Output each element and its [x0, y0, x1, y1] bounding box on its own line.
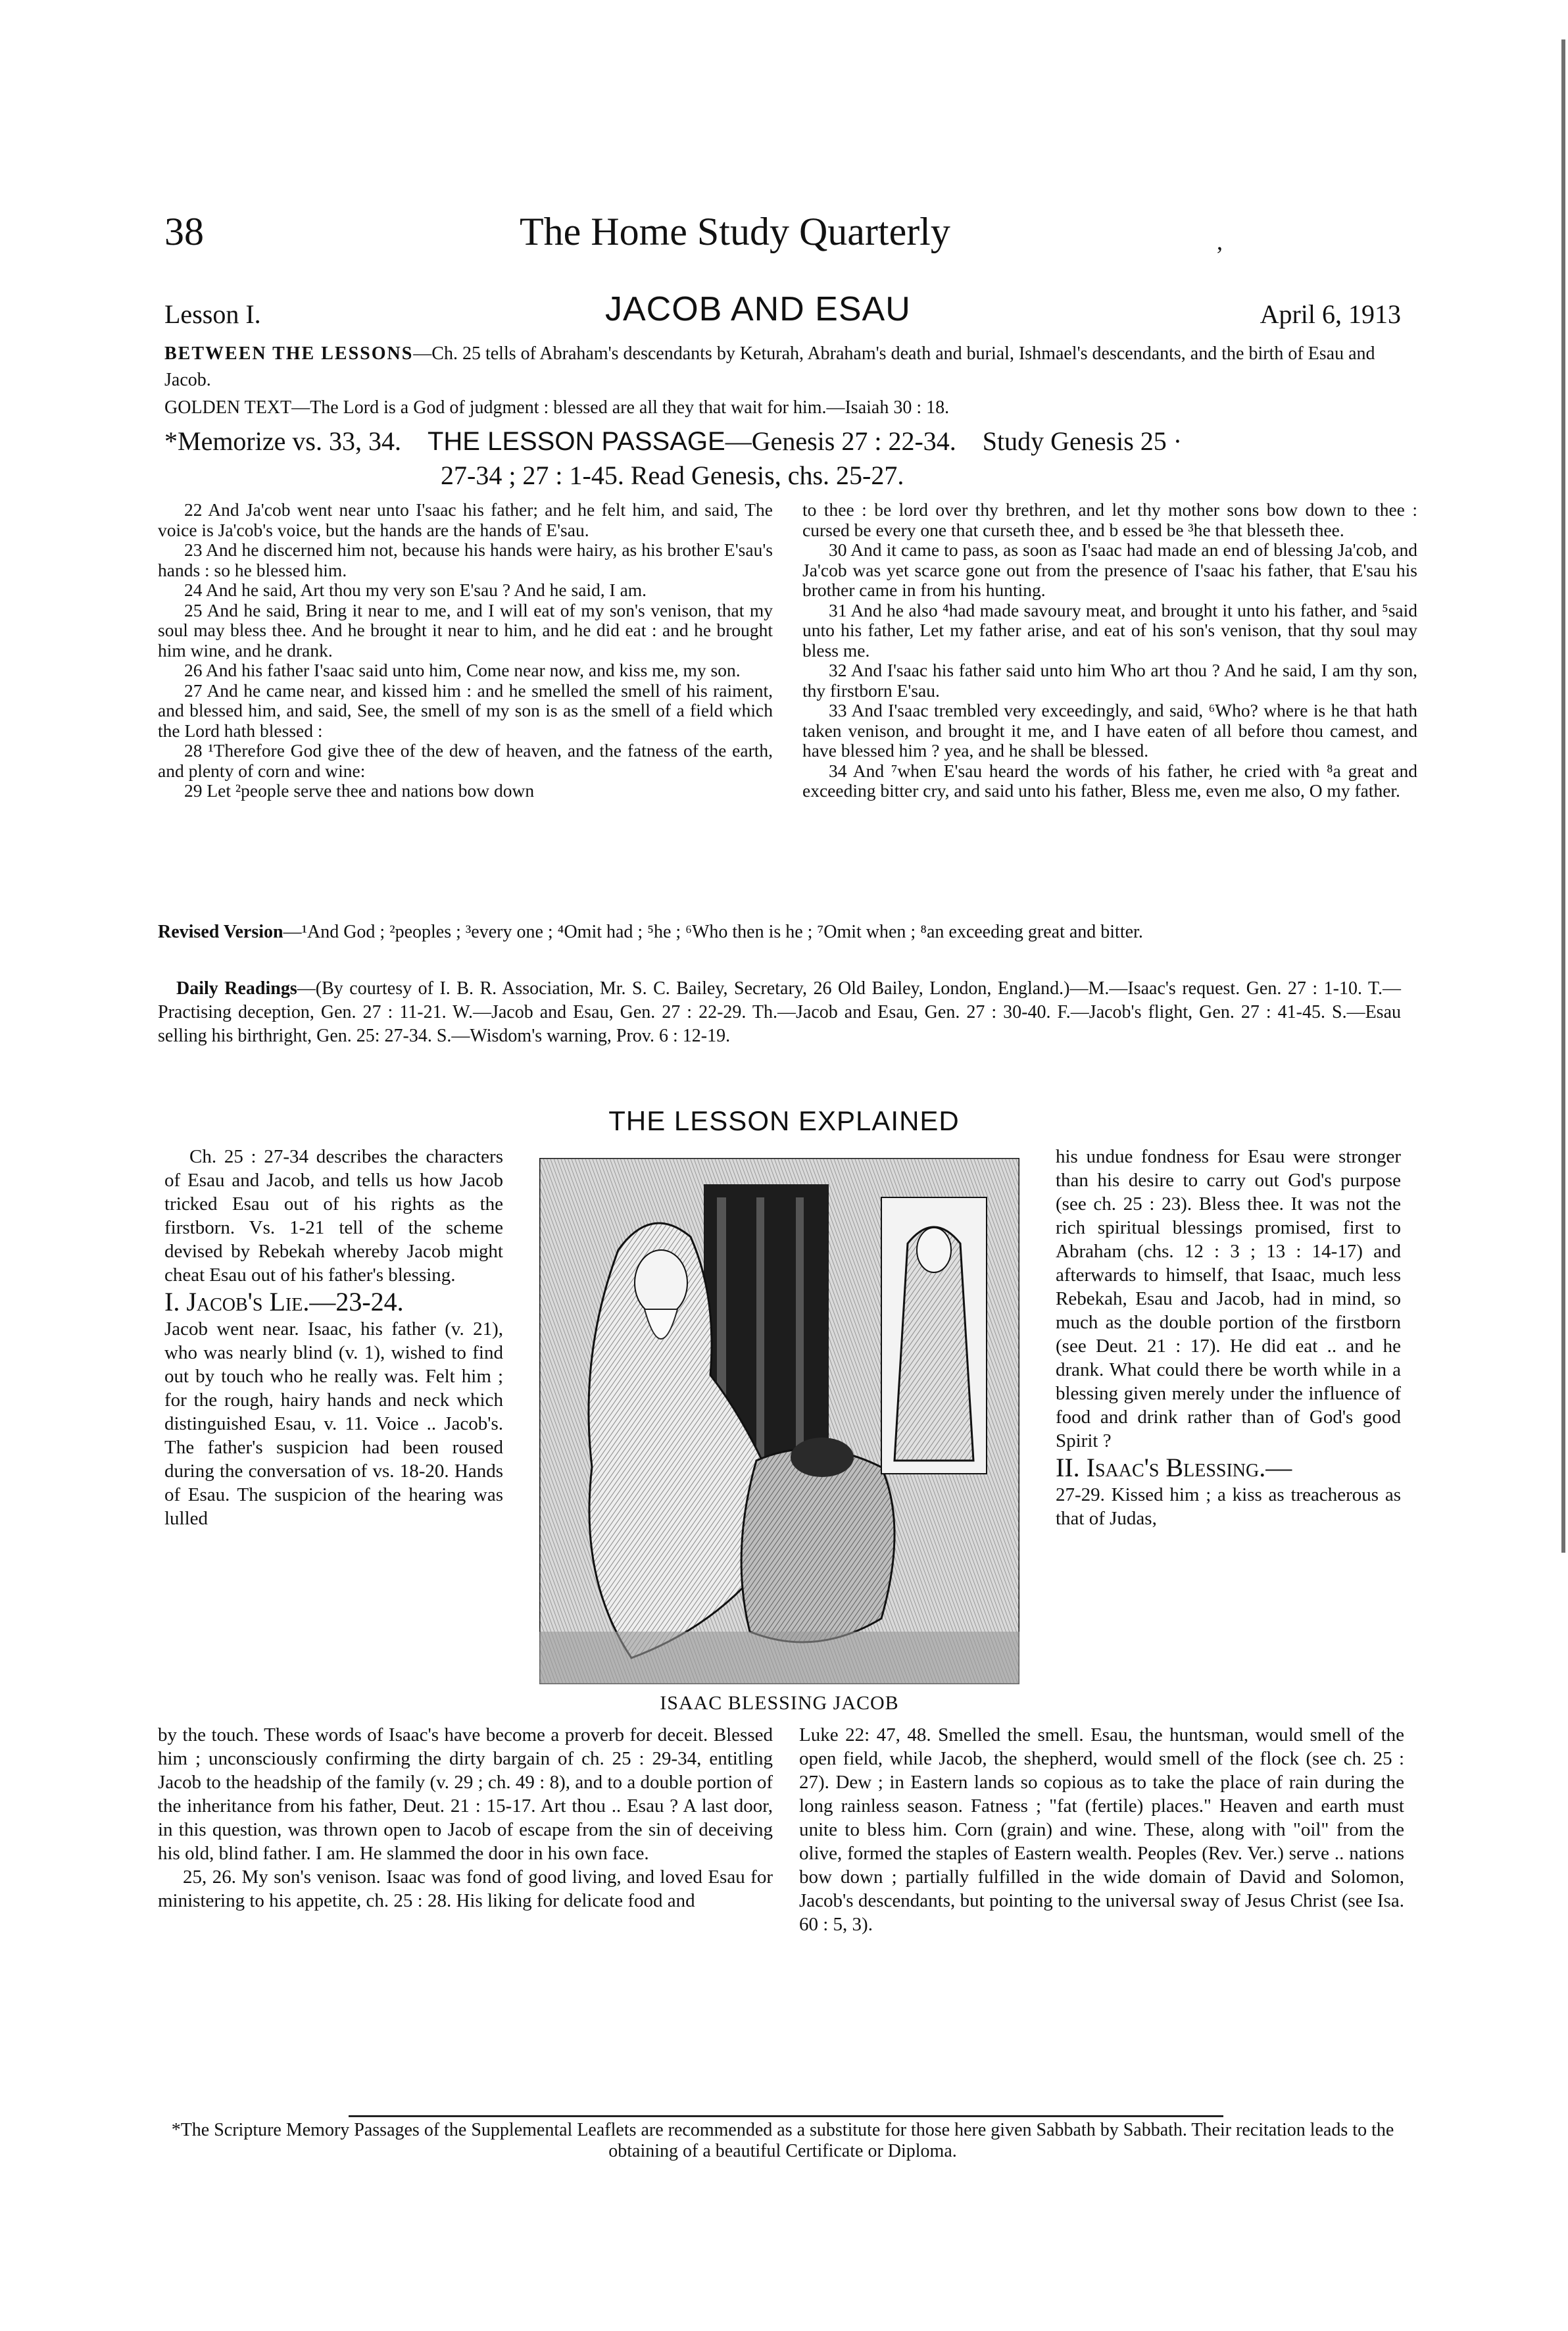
memorize-verses: *Memorize vs. 33, 34. [164, 426, 401, 456]
commentary-left-wide [158, 1723, 773, 1913]
commentary-right-wide [799, 1723, 1404, 1936]
daily-readings [158, 977, 1401, 1048]
revised-label: Revised Version [158, 922, 283, 942]
read-reference: 27-34 ; 27 : 1-45. Read Genesis, chs. 25-27. [441, 461, 904, 490]
between-label: BETWEEN THE LESSONS [164, 343, 414, 364]
scripture-verse: 22 And Ja'cob went near unto I'saac his father; and he felt him, and said, The voice is Ja'cob's voice, but the hands are the hands of E'sau. [158, 499, 773, 540]
scripture-verse: 23 And he discerned him not, because his hands were hairy, as his brother E'sau's hands : so he blessed him. [158, 539, 773, 580]
isaac-blessing-jacob-illustration [539, 1158, 1019, 1684]
lesson-number: Lesson I. [164, 299, 261, 329]
lesson-title: JACOB AND ESAU [605, 290, 911, 328]
commentary-right-narrow [1056, 1145, 1401, 1530]
scripture-verse: 29 Let ²people serve thee and nations bow down [184, 780, 535, 801]
illustration-caption: ISAAC BLESSING JACOB [660, 1692, 899, 1714]
lesson-date: April 6, 1913 [1260, 299, 1401, 329]
scripture-verse: 30 And it came to pass, as soon as I'saac had made an end of blessing Ja'cob, and Ja'cob was yet scarce gone out from the presence of I'saac his father, that E'sau his brother came in from his hunting. [802, 539, 1417, 600]
page-number: 38 [164, 210, 204, 253]
scripture-verse: 25 And he said, Bring it near to me, and I will eat of my son's venison, that my soul may bless thee. And he brought it near to him, and he did eat : and he brought him wine, and he drank. [158, 599, 773, 661]
commentary-paragraph: his undue fondness for Esau were stronger than his desire to carry out God's purpose (see ch. 25 : 23). Bless thee. It was not the rich spiritual blessings promised, first to Abraham (chs. 12 : 3 ; 13 : 14-17) and afterwards to himself, that Isaac, much less Rebekah, Esau and Jacob, had in mind, so much as the double portion of the firstborn (see Deut. 21 : 17). He did eat .. and he drank. What could there be worth while in a blessing given merely under the influence of food and drink rather than of God's good Spirit ? [1056, 1146, 1401, 1451]
between-the-lessons [164, 341, 1401, 393]
golden-text-body: —The Lord is a God of judgment : blessed are all they that wait for him.—Isaiah 30 : 18. [291, 397, 950, 418]
section-heading: II. Isaac's Blessing.— [1056, 1453, 1292, 1482]
lesson-passage-heading: THE LESSON PASSAGE [427, 427, 725, 456]
commentary-left-narrow [164, 1145, 503, 1530]
commentary-paragraph: 27-29. Kissed him ; a kiss as treacherous as that of Judas, [1056, 1484, 1401, 1529]
commentary-paragraph: by the touch. These words of Isaac's have become a proverb for deceit. Blessed him ; unconsciously confirming the dirty bargain of ch. 25 : 29-34, entitling Jacob to the headship of the family (v. 29 ; ch. 49 : 8), and to a double portion of the inheritance from his father, Deut. 21 : 15-17. Art thou .. Esau ? A last door, in this question, was thrown open to Jacob of escape from the sin of deceiving his old, blind father. I am. He slammed the door in his own face. [158, 1724, 773, 1864]
commentary-paragraph: 25, 26. My son's venison. Isaac was fond of good living, and loved Esau for ministering to his appetite, ch. 25 : 28. His liking for delicate food and [158, 1867, 773, 1911]
commentary-paragraph: Ch. 25 : 27-34 describes the characters of Esau and Jacob, and tells us how Jacob tricked Esau out of his rights as the firstborn. Vs. 1-21 tell of the scheme devised by Rebekah whereby Jacob might cheat Esau out of his father's blessing. [164, 1146, 503, 1286]
golden-text [164, 395, 1401, 421]
scripture-column-left [158, 500, 773, 801]
commentary-paragraph: Luke 22: 47, 48. Smelled the smell. Esau, the huntsman, would smell of the open field, while Jacob, the shepherd, would smell of the flock (see ch. 25 : 27). Dew ; in Eastern lands so copious as to take the place of rain during the long rainless season. Fatness ; "fat (fertile) places." Heaven and earth must unite to bless him. Corn (grain) and wine. These, along with "oil" from the olive, formed the staples of Eastern wealth. Peoples (Rev. Ver.) serve .. nations bow down ; partially fulfilled in the wide domain of David and Solomon, Jacob's descendants, but pointing to the universal sway of Jesus Christ (see Isa. 60 : 5, 3). [799, 1724, 1404, 1935]
study-reference: Study Genesis 25 · [982, 426, 1183, 456]
footnote: *The Scripture Memory Passages of the Supplemental Leaflets are recommended as a substitute for those here given Sabbath by Sabbath. Their recitation leads to the obtaining of a beautiful Certificate or Diploma. [171, 2120, 1394, 2161]
scripture-verse: 26 And his father I'saac said unto him, Come near now, and kiss me, my son. [184, 660, 741, 680]
scripture-verse: 24 And he said, Art thou my very son E'sau ? And he said, I am. [184, 580, 647, 600]
daily-label: Daily Readings [176, 978, 297, 999]
scripture-verse: 28 ¹Therefore God give thee of the dew of heaven, and the fatness of the earth, and plenty of corn and wine: [158, 740, 773, 781]
scripture-verse: to thee : be lord over thy brethren, and let thy mother sons bow down to thee : cursed be every one that curseth thee, and b essed be ³he that blesseth thee. [802, 499, 1417, 540]
lesson-passage-line [164, 424, 1401, 493]
daily-text: —(By courtesy of I. B. R. Association, Mr. S. C. Bailey, Secretary, 26 Old Bailey, London, England.)—M.—Isaac's request. Gen. 27 : 1-10. T.—Practising deception, Gen. 27 : 11-21. W.—Jacob and Esau, Gen. 27 : 22-29. Th.—Jacob and Esau, Gen. 27 : 30-40. F.—Jacob's flight, Gen. 27 : 41-45. S.—Esau selling his birthright, Gen. 25: 27-34. S.—Wisdom's warning, Prov. 6 : 12-19. [158, 978, 1401, 1046]
scripture-column-right [802, 500, 1417, 801]
lesson-title-line [164, 289, 1401, 336]
scan-edge-shadow [1559, 39, 1568, 1553]
scripture-verse: 32 And I'saac his father said unto him Who art thou ? And he said, I am thy son, thy firstborn E'sau. [802, 660, 1417, 701]
revised-text: —¹And God ; ²peoples ; ³every one ; ⁴Omit had ; ⁵he ; ⁶Who then is he ; ⁷Omit when ; ⁸an exceeding great and bitter. [283, 922, 1143, 942]
between-text: —Ch. 25 tells of Abraham's descendants by Keturah, Abraham's death and burial, Ishmael's descendants, and the birth of Esau and Jacob. [164, 343, 1375, 390]
scripture-verse: 33 And I'saac trembled very exceedingly, and said, ⁶Who? where is he that hath taken venison, and brought it me, and I have eaten of all before thou camest, and have blessed him ? yea, and he shall be blessed. [802, 700, 1417, 761]
running-head [164, 209, 1414, 268]
golden-label: GOLDEN TEXT [164, 397, 292, 418]
commentary-paragraph: Jacob went near. Isaac, his father (v. 21), who was nearly blind (v. 1), wished to find out by touch who he really was. Felt him ; for the rough, hairy hands and neck which distinguished Esau, v. 11. Voice .. Jacob's. The father's suspicion had been roused during the conversation of vs. 18-20. Hands of Esau. The suspicion of the hearing was lulled [164, 1318, 503, 1529]
revised-version-notes [158, 921, 1408, 943]
scripture-verse: 31 And he also ⁴had made savoury meat, and brought it unto his father, and ⁵said unto his father, Let my father arise, and eat of his son's venison, that thy soul may bless me. [802, 599, 1417, 661]
stray-mark: , [1217, 228, 1223, 255]
scripture-verse: 34 And ⁷when E'sau heard the words of his father, he cried with ⁸a great and exceeding bitter cry, and said unto his father, Bless me, even me also, O my father. [802, 760, 1417, 801]
footnote-rule [349, 2115, 1223, 2117]
lesson-passage-ref: —Genesis 27 : 22-34. [725, 426, 956, 456]
section-heading: I. Jacob's Lie.—23-24. [164, 1287, 404, 1316]
journal-title: The Home Study Quarterly [520, 210, 950, 253]
scripture-verse: 27 And he came near, and kissed him : and he smelled the smell of his raiment, and blessed him, and said, See, the smell of my son is as the smell of a field which the Lord hath blessed : [158, 680, 773, 741]
lesson-explained-heading: THE LESSON EXPLAINED [608, 1105, 960, 1136]
